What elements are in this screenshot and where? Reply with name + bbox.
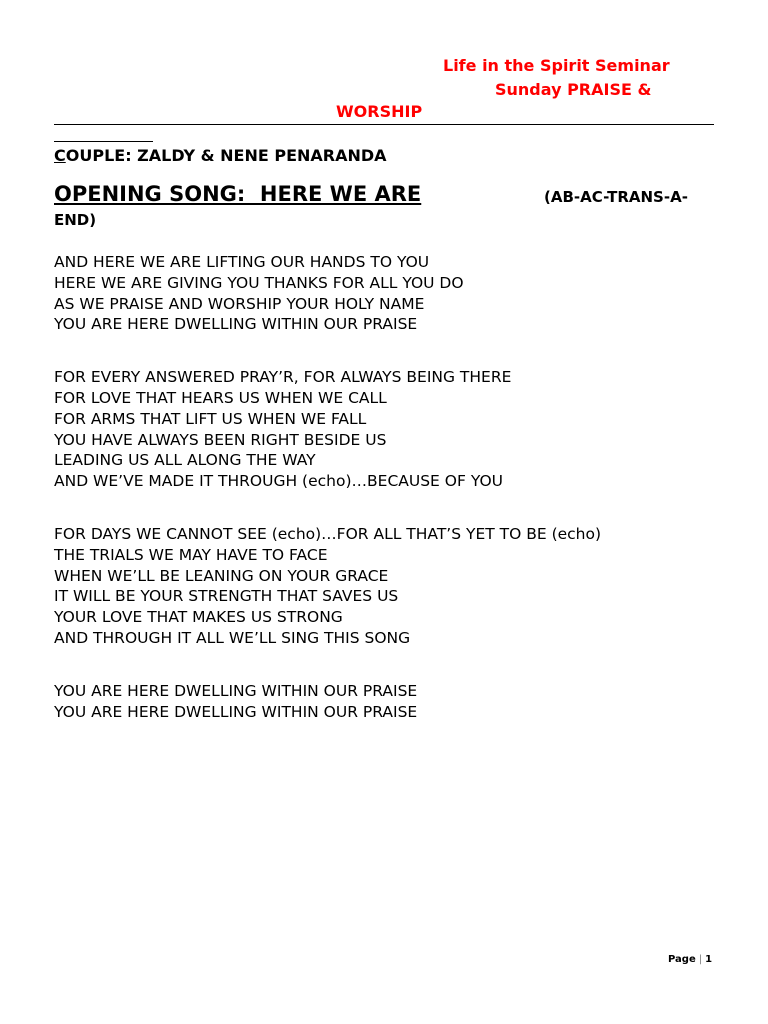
song-title: OPENING SONG: HERE WE ARE bbox=[54, 182, 422, 206]
lyric-line: YOU ARE HERE DWELLING WITHIN OUR PRAISE bbox=[54, 681, 418, 700]
lyric-line: AND WE’VE MADE IT THROUGH (echo)…BECAUSE OF YOU bbox=[54, 472, 503, 491]
stanza-2 bbox=[54, 367, 734, 492]
page-separator: | bbox=[698, 954, 703, 965]
lyric-line: LEADING US ALL ALONG THE WAY bbox=[54, 451, 316, 470]
lyric-line: YOU ARE HERE DWELLING WITHIN OUR PRAISE bbox=[54, 702, 418, 721]
page-number: 1 bbox=[705, 954, 713, 965]
song-code-part-2: END) bbox=[54, 211, 97, 229]
lyric-line: YOU ARE HERE DWELLING WITHIN OUR PRAISE bbox=[54, 315, 418, 334]
couple-initial: C bbox=[54, 146, 66, 165]
stanza-1 bbox=[54, 252, 734, 335]
page-footer bbox=[668, 953, 712, 967]
lyric-line: FOR DAYS WE CANNOT SEE (echo)…FOR ALL THAT’S YET TO BE (echo) bbox=[54, 524, 602, 543]
couple-line bbox=[54, 146, 387, 166]
song-code-part-1: (AB-AC-TRANS-A- bbox=[544, 188, 688, 206]
lyric-line: AND THROUGH IT ALL WE’LL SING THIS SONG bbox=[54, 628, 411, 647]
short-rule bbox=[54, 141, 153, 142]
lyric-line: FOR LOVE THAT HEARS US WHEN WE CALL bbox=[54, 388, 387, 407]
header-line-3: WORSHIP bbox=[336, 102, 423, 121]
lyric-line: THE TRIALS WE MAY HAVE TO FACE bbox=[54, 545, 328, 564]
lyric-line: YOU HAVE ALWAYS BEEN RIGHT BESIDE US bbox=[54, 430, 387, 449]
lyrics bbox=[54, 252, 734, 754]
couple-text: OUPLE: ZALDY & NENE PENARANDA bbox=[65, 146, 387, 165]
stanza-3 bbox=[54, 524, 734, 649]
header-line-2: Sunday PRAISE & bbox=[495, 80, 652, 99]
lyric-line: FOR EVERY ANSWERED PRAY’R, FOR ALWAYS BEING THERE bbox=[54, 368, 512, 387]
lyric-line: AS WE PRAISE AND WORSHIP YOUR HOLY NAME bbox=[54, 294, 425, 313]
header-rule bbox=[54, 124, 714, 125]
stanza-4 bbox=[54, 681, 734, 723]
lyric-line: WHEN WE’LL BE LEANING ON YOUR GRACE bbox=[54, 566, 389, 585]
lyric-line: AND HERE WE ARE LIFTING OUR HANDS TO YOU bbox=[54, 253, 430, 271]
lyric-line: FOR ARMS THAT LIFT US WHEN WE FALL bbox=[54, 409, 367, 428]
lyric-line: YOUR LOVE THAT MAKES US STRONG bbox=[54, 608, 343, 627]
page-label: Page bbox=[668, 954, 696, 965]
lyric-line: HERE WE ARE GIVING YOU THANKS FOR ALL YOU DO bbox=[54, 273, 464, 292]
lyric-line: IT WILL BE YOUR STRENGTH THAT SAVES US bbox=[54, 587, 399, 606]
header-line-1: Life in the Spirit Seminar bbox=[443, 56, 670, 75]
